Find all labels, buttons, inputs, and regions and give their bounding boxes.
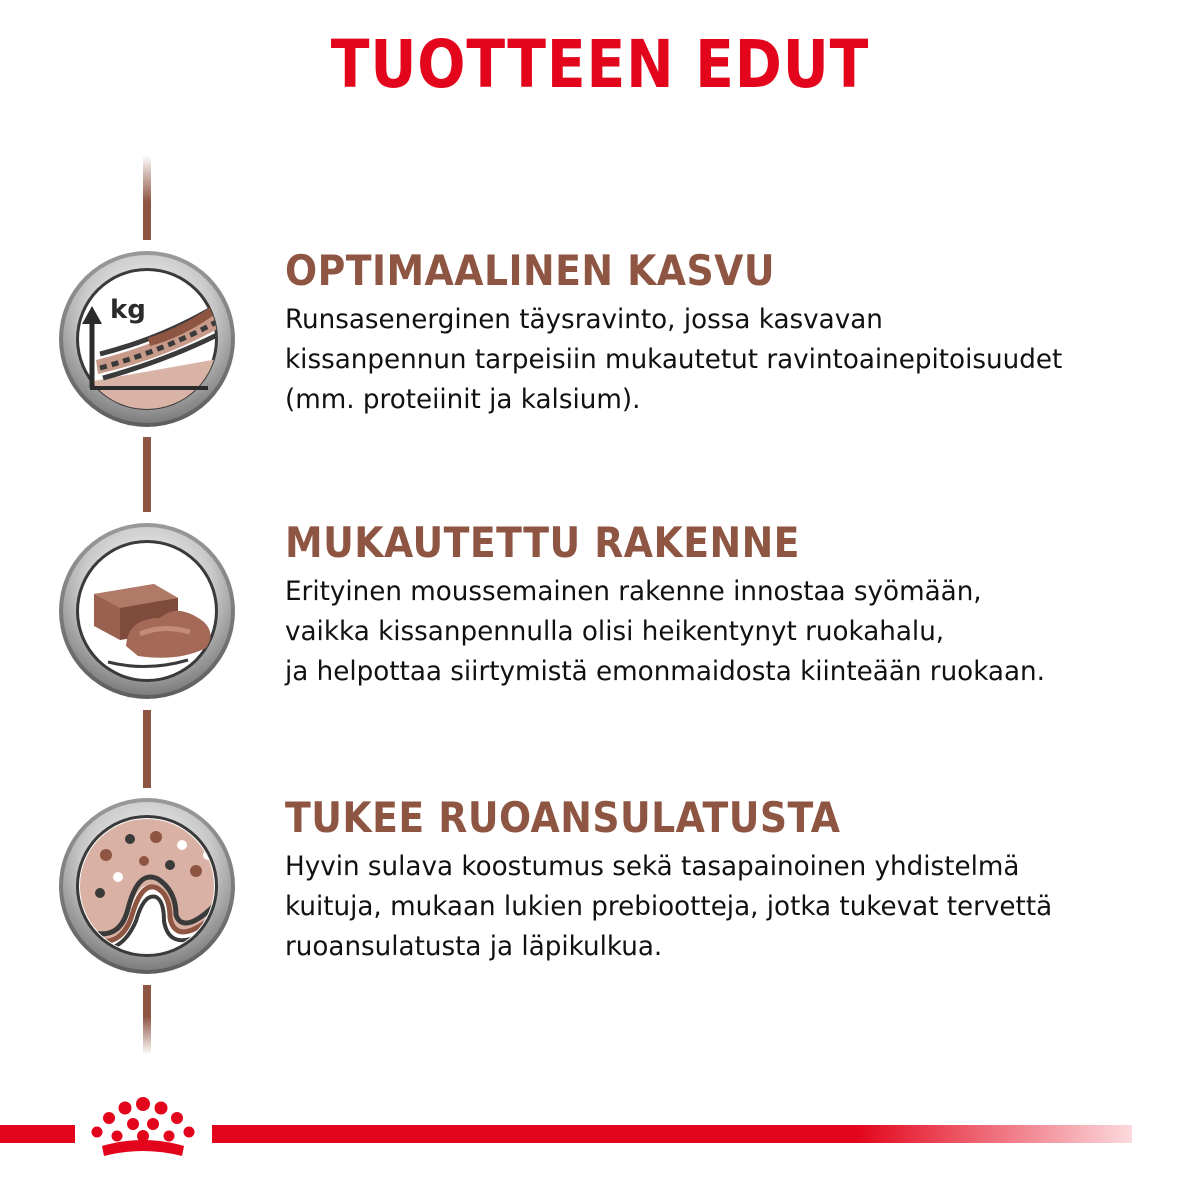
footer-line <box>0 1125 75 1143</box>
digestion-icon <box>58 797 236 975</box>
benefit-item <box>285 246 1165 420</box>
benefit-title: TUKEE RUOANSULATUSTA <box>285 793 841 842</box>
benefit-item <box>285 793 1165 967</box>
benefit-text: Hyvin sulava koostumus sekä tasapainoinen yhdistelmä kuituja, mukaan lukien prebiootteja, jotka tukevat tervettä ruoansulatusta ja läpikulkua. <box>285 851 1053 962</box>
benefit-title: OPTIMAALINEN KASVU <box>285 246 776 295</box>
page-title: TUOTTEEN EDUT <box>330 26 870 103</box>
timeline-segment <box>143 437 151 512</box>
timeline-segment <box>143 985 151 1055</box>
mousse-texture-icon <box>58 522 236 700</box>
kg-label: kg <box>110 295 146 325</box>
timeline-segment <box>143 155 151 240</box>
footer-line <box>212 1125 1132 1143</box>
benefit-text: Runsasenerginen täysravinto, jossa kasvavan kissanpennun tarpeisiin mukautetut ravintoainepitoisuudet (mm. proteiinit ja kalsium). <box>285 304 1063 415</box>
timeline-segment <box>143 710 151 788</box>
benefit-title: MUKAUTETTU RAKENNE <box>285 518 800 567</box>
weight-growth-icon <box>58 250 236 428</box>
benefit-text: Erityinen moussemainen rakenne innostaa syömään, vaikka kissanpennulla olisi heikentynyt ruokahalu, ja helpottaa siirtymistä emonmaidosta kiinteään ruokaan. <box>285 576 1045 687</box>
royal-canin-crown-logo <box>80 1094 206 1166</box>
benefit-item <box>285 518 1165 692</box>
